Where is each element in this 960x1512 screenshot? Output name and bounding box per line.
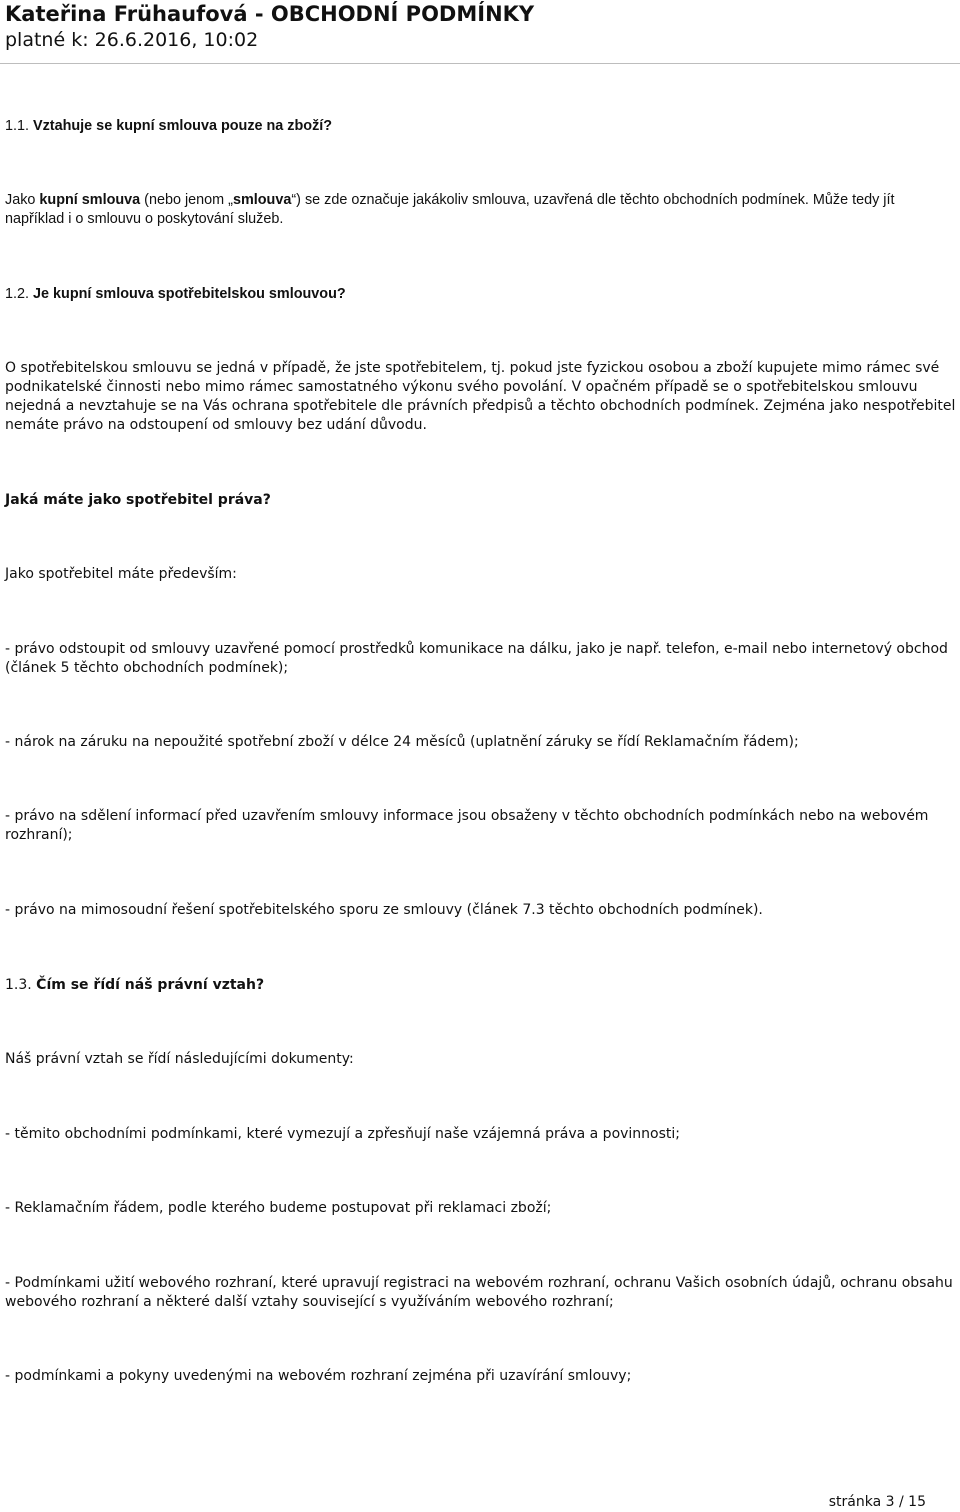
list-item: - Podmínkami užití webového rozhraní, které upravují registraci na webovém rozhraní, ochranu Vašich osobních údajů, ochranu obsahu webového rozhraní a některé další vztahy související s využíváním webového rozhraní; — [5, 1275, 953, 1310]
list-item: - právo odstoupit od smlouvy uzavřené pomocí prostředků komunikace na dálku, jako je např. telefon, e-mail nebo internetový obchod (článek 5 těchto obchodních podmínek); — [5, 641, 948, 676]
section-number: 1.3. — [5, 977, 37, 993]
section-1-3-intro: Náš právní vztah se řídí následujícími dokumenty: — [5, 1051, 354, 1067]
valid-from-date: platné k: 26.6.2016, 10:02 — [5, 29, 259, 51]
section-1-2-paragraph: O spotřebitelskou smlouvu se jedná v případě, že jste spotřebitelem, tj. pokud jste fyzickou osobou a zboží kupujete mimo rámec své podnikatelské činnosti nebo mimo rámec samostatného výkonu svého povolání. V opačném případě se o spotřebitelskou smlouvu nejedná a nevztahuje se na Vás ochrana spotřebitele dle právních předpisů a těchto obchodních podmínek. Zejména jako nespotřebitel nemáte právo na odstoupení od smlouvy bez udání důvodu. — [5, 360, 956, 433]
section-1-1-paragraph: Jako kupní smlouva (nebo jenom „smlouva“) se zde označuje jakákoliv smlouva, uzavřená dle těchto obchodních podmínek. Může tedy jít například i o smlouvu o poskytování služeb. — [5, 192, 895, 227]
list-item: - podmínkami a pokyny uvedenými na webovém rozhraní zejména při uzavírání smlouvy; — [5, 1368, 632, 1384]
section-number: 1.1. — [5, 118, 34, 134]
list-item: - těmito obchodními podmínkami, které vymezují a zpřesňují naše vzájemná práva a povinnosti; — [5, 1126, 681, 1142]
list-item: - právo na mimosoudní řešení spotřebitelského sporu ze smlouvy (článek 7.3 těchto obchodních podmínek). — [5, 902, 763, 918]
list-item: - právo na sdělení informací před uzavřením smlouvy informace jsou obsaženy v těchto obchodních podmínkách nebo na webovém rozhraní); — [5, 808, 929, 843]
document-title: Kateřina Frühaufová - OBCHODNÍ PODMÍNKY — [5, 2, 535, 26]
list-item: - Reklamačním řádem, podle kterého budeme postupovat při reklamaci zboží; — [5, 1200, 552, 1216]
page-number: stránka 3 / 15 — [828, 1494, 926, 1510]
section-title: Je kupní smlouva spotřebitelskou smlouvou? — [33, 286, 346, 302]
list-item: - nárok na záruku na nepoužité spotřební zboží v délce 24 měsíců (uplatnění záruky se řídí Reklamačním řádem); — [5, 734, 799, 750]
section-title: Čím se řídí náš právní vztah? — [36, 977, 265, 993]
consumer-rights-heading: Jaká máte jako spotřebitel práva? — [5, 492, 271, 508]
section-1-3-heading — [5, 976, 957, 995]
header-divider — [0, 63, 960, 64]
section-1-2-heading — [5, 285, 957, 304]
section-title: Vztahuje se kupní smlouva pouze na zboží? — [33, 118, 333, 134]
section-number: 1.2. — [5, 286, 34, 302]
section-1-1-heading — [5, 117, 957, 136]
consumer-rights-intro: Jako spotřebitel máte především: — [5, 566, 237, 582]
